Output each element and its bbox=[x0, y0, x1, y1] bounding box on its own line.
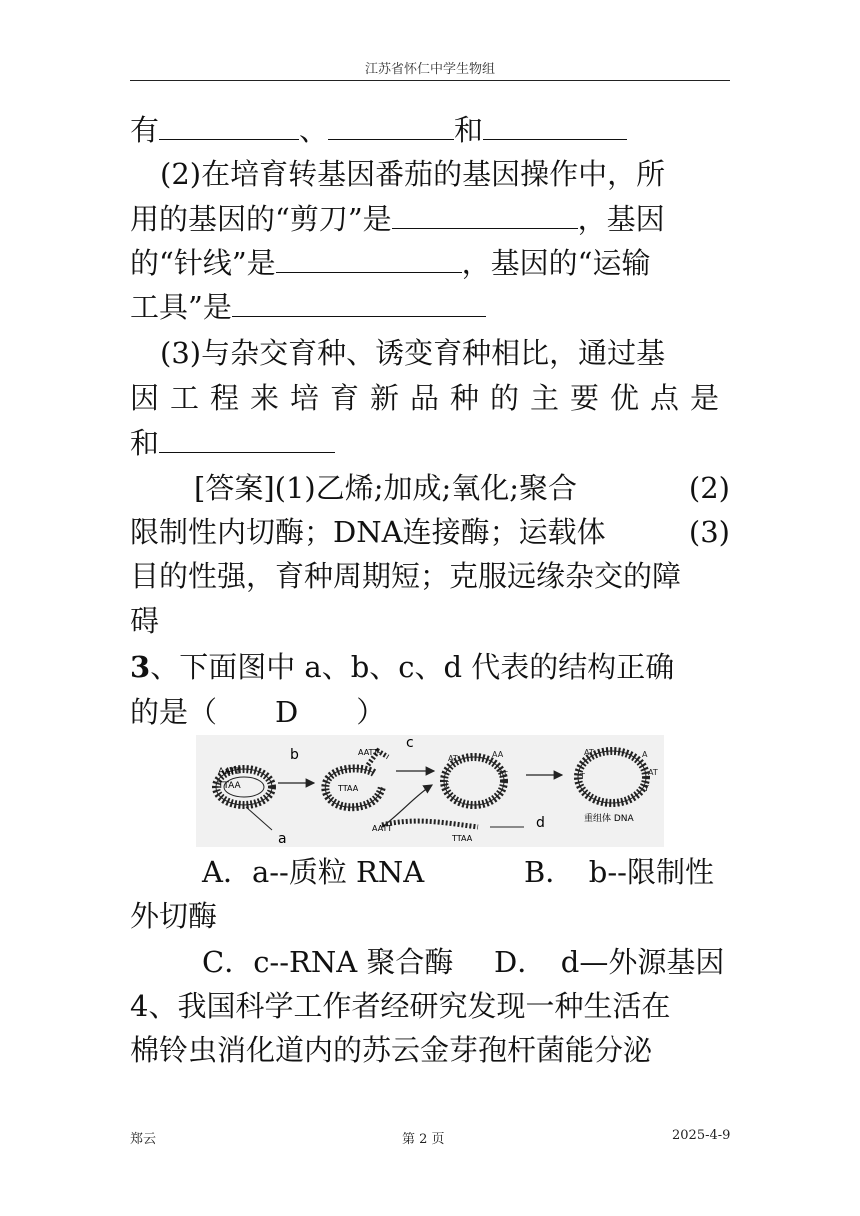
svg-text:A: A bbox=[642, 750, 648, 759]
label-a: a bbox=[278, 831, 287, 847]
text: 工具”是 bbox=[130, 290, 232, 324]
blank bbox=[483, 109, 627, 140]
line-6 bbox=[160, 331, 730, 375]
text: 和 bbox=[454, 113, 484, 147]
line-5 bbox=[130, 285, 730, 329]
text: (3) bbox=[688, 515, 730, 549]
text: 有 bbox=[130, 113, 160, 147]
text: 4、我国科学工作者经研究发现一种生活在 bbox=[130, 989, 671, 1023]
text: (2) bbox=[688, 471, 730, 505]
blank bbox=[159, 109, 299, 140]
option-b: B． b--限制性 bbox=[524, 855, 714, 889]
line-11 bbox=[130, 554, 730, 598]
line-8 bbox=[130, 421, 730, 465]
text: 、下面图中 a、b、c、d 代表的结构正确 bbox=[150, 650, 675, 684]
text: 的是（ D ） bbox=[130, 695, 386, 729]
svg-text:AT: AT bbox=[584, 748, 594, 757]
foreign-gene bbox=[372, 815, 545, 843]
line-3 bbox=[130, 197, 730, 241]
label-b: b bbox=[290, 747, 299, 763]
svg-text:AT: AT bbox=[648, 768, 658, 777]
option-a: A．a--质粒 RNA bbox=[202, 855, 425, 889]
text: (3)与杂交育种、诱变育种相比，通过基 bbox=[160, 336, 666, 370]
seq-d-right: TTAA bbox=[452, 834, 473, 843]
line-10 bbox=[130, 510, 730, 554]
line-19 bbox=[130, 1028, 730, 1072]
blank bbox=[232, 286, 486, 317]
svg-text:T: T bbox=[644, 784, 649, 793]
page-header: 江苏省怀仁中学生物组 bbox=[364, 62, 495, 77]
blank bbox=[328, 109, 454, 140]
text: 碍 bbox=[130, 604, 160, 638]
line-15 bbox=[202, 850, 730, 894]
text: 外切酶 bbox=[130, 899, 218, 933]
option-c: C．c--RNA 聚合酶 bbox=[202, 945, 454, 979]
line-4 bbox=[130, 241, 730, 285]
text: [答案](1)乙烯;加成;氧化;聚合 bbox=[194, 471, 578, 505]
line-2 bbox=[160, 152, 730, 196]
seq-top: AATT bbox=[218, 767, 241, 777]
plasmid-opened bbox=[325, 748, 388, 807]
seq-bottom: TTAA bbox=[218, 781, 241, 791]
line-14 bbox=[130, 690, 730, 734]
text: ，基因的“运输 bbox=[461, 246, 651, 280]
line-18 bbox=[130, 984, 730, 1028]
svg-text:T: T bbox=[580, 772, 585, 781]
line-1 bbox=[130, 108, 730, 152]
label-c: c bbox=[406, 735, 414, 751]
footer-date: 2025-4-9 bbox=[672, 1128, 731, 1143]
text: 限制性内切酶；DNA连接酶；运载体 bbox=[130, 515, 606, 549]
seq-mid: TTAA bbox=[338, 784, 359, 793]
text: (2)在培育转基因番茄的基因操作中，所 bbox=[160, 157, 666, 191]
blank bbox=[276, 242, 462, 273]
line-16 bbox=[130, 894, 730, 938]
option-d: D． d—外源基因 bbox=[494, 945, 725, 979]
line-7 bbox=[130, 376, 730, 420]
recombinant-label: 重组体 DNA bbox=[584, 814, 634, 824]
line-17 bbox=[202, 940, 730, 984]
seq-top-2: AATT bbox=[358, 748, 379, 757]
svg-text:AA: AA bbox=[492, 750, 504, 759]
footer-page: 第 2 页 bbox=[402, 1132, 445, 1147]
text: 用的基因的“剪刀”是 bbox=[130, 202, 392, 236]
text: 棉铃虫消化道内的苏云金芽孢杆菌能分泌 bbox=[130, 1033, 653, 1067]
footer-author: 郑云 bbox=[130, 1132, 157, 1147]
line-9 bbox=[194, 466, 730, 510]
plasmid-joining bbox=[443, 750, 508, 805]
text: 因工程来培育新品种的主要优点是 bbox=[130, 381, 731, 415]
text: ，基因 bbox=[577, 202, 665, 236]
text: 的“针线”是 bbox=[130, 246, 276, 280]
question-number: 3 bbox=[130, 650, 151, 684]
text: 和 bbox=[130, 426, 160, 460]
blank bbox=[392, 198, 578, 229]
recombinant-dna-figure bbox=[196, 735, 664, 847]
seq-d-left: AATT bbox=[372, 824, 393, 833]
svg-text:T: T bbox=[444, 780, 449, 789]
line-12 bbox=[130, 599, 730, 643]
svg-text:TT: TT bbox=[498, 770, 508, 779]
plasmid-1 bbox=[216, 767, 287, 847]
line-13 bbox=[130, 645, 730, 689]
header-rule bbox=[130, 80, 730, 81]
text: 、 bbox=[299, 113, 329, 147]
svg-text:AT: AT bbox=[448, 754, 458, 763]
text: 目的性强，育种周期短；克服远缘杂交的障 bbox=[130, 559, 682, 593]
blank bbox=[159, 422, 335, 453]
label-d: d bbox=[536, 815, 545, 831]
recombinant-dna bbox=[578, 748, 658, 824]
